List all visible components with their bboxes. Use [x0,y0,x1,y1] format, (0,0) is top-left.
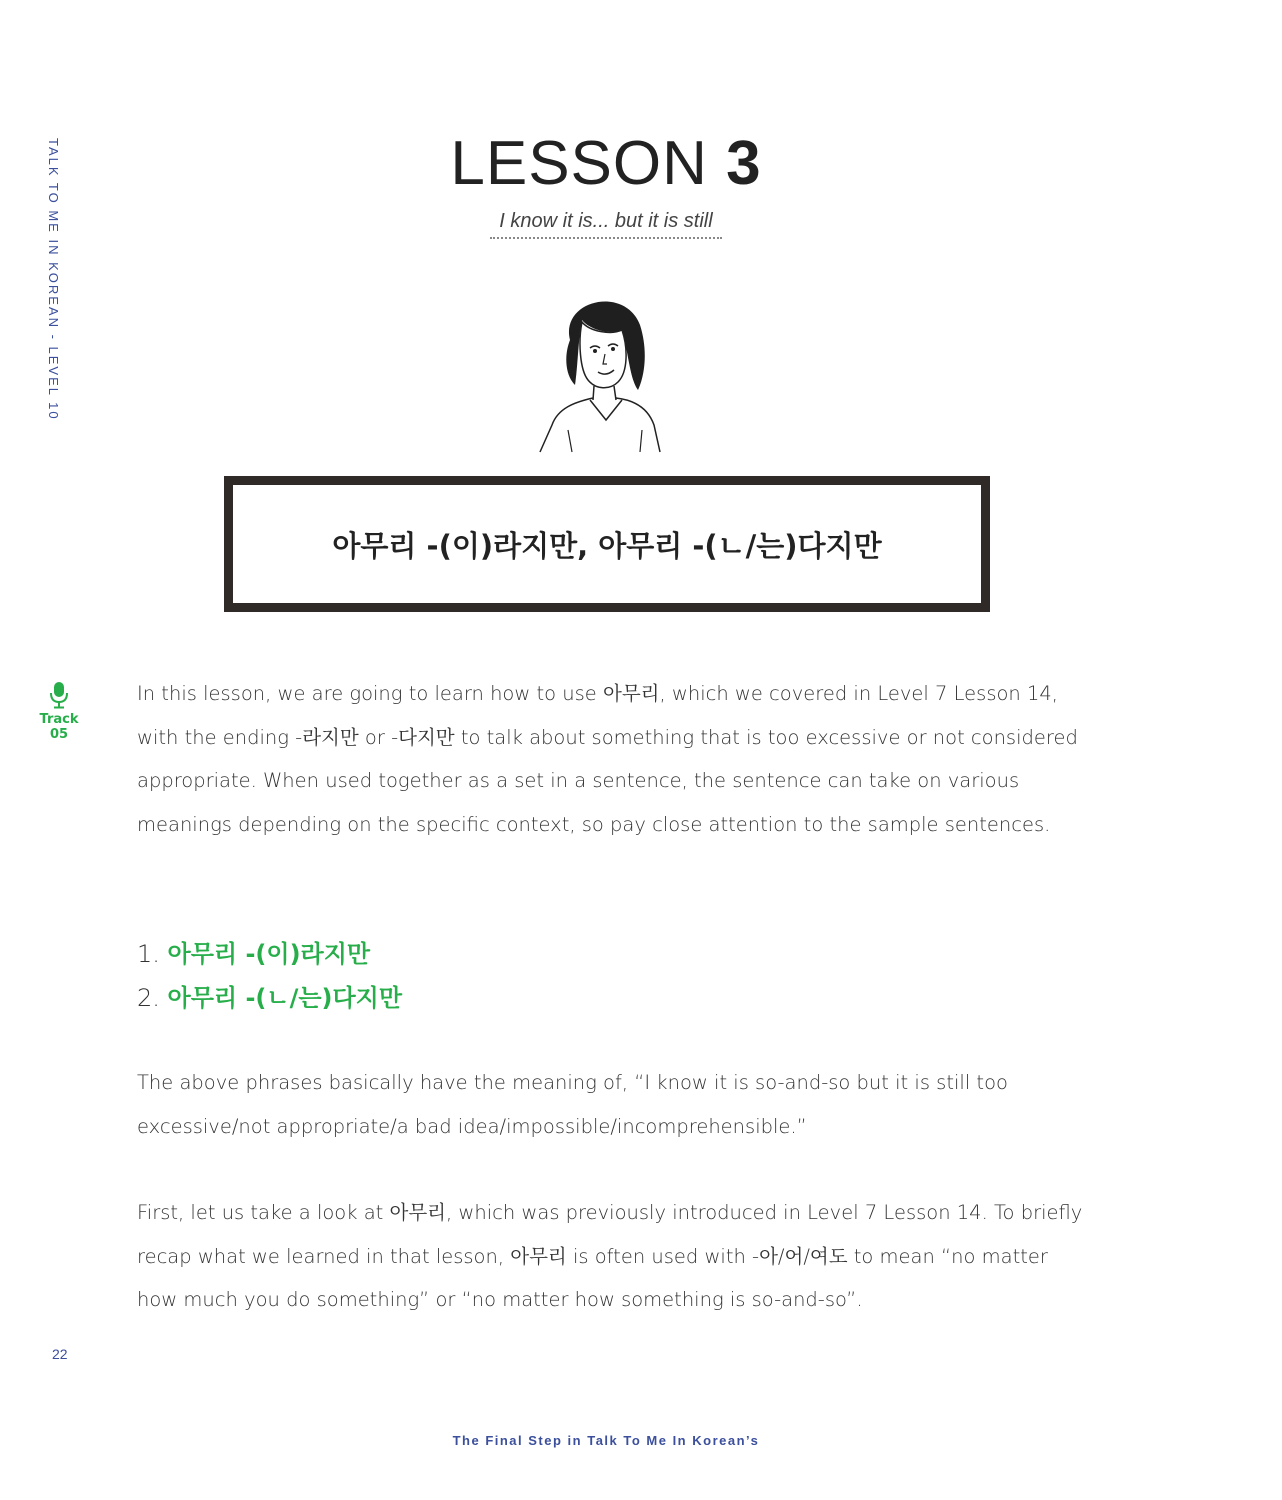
lesson-title [0,128,1212,199]
track-label: Track [39,712,79,727]
side-series-title: TALK TO ME IN KOREAN - LEVEL 10 [46,138,61,421]
list-item [137,932,837,976]
lesson-word: LESSON [450,129,708,198]
intro-paragraph: In this lesson, we are going to learn how to use 아무리, which we covered in Level 7 Lesson 14, with the ending -라지만 or -다지만 to talk about something that is too excessive or not considered appropriate. When used together as a set in a sentence, the sentence can take on various meanings depending on the specific context, so pay close attention to the sample sentences. [137,682,1078,836]
woman-illustration [530,280,680,455]
list-number: 1. [137,940,160,968]
topic-heading: 아무리 -(이)라지만, 아무리 -(ㄴ/는)다지만 [332,528,882,563]
list-pattern: 아무리 -(이)라지만 [167,940,371,968]
list-number: 2. [137,984,160,1012]
lesson-subtitle: I know it is... but it is still [490,210,722,239]
footer-text: The Final Step in Talk To Me In Korean’s [452,1433,760,1448]
list-pattern: 아무리 -(ㄴ/는)다지만 [167,984,403,1012]
microphone-icon [50,681,68,709]
recap-paragraph: First, let us take a look at 아무리, which was previously introduced in Level 7 Lesson 14. To briefly recap what we learned in that lesson, 아무리 is often used with -아/어/여도 to mean “no matter how much you do something” or “no matter how something is so-and-so”. [137,1201,1083,1311]
lesson-number: 3 [726,129,762,198]
track-badge[interactable] [34,681,84,742]
pattern-list [137,932,837,1020]
meaning-paragraph: The above phrases basically have the meaning of, “I know it is so-and-so but it is still too excessive/not appropriate/a bad idea/impossible/incomprehensible.” [137,1071,1008,1138]
topic-box [224,476,990,612]
page-number: 22 [52,1346,68,1362]
list-item [137,976,837,1020]
track-number: 05 [49,727,69,742]
